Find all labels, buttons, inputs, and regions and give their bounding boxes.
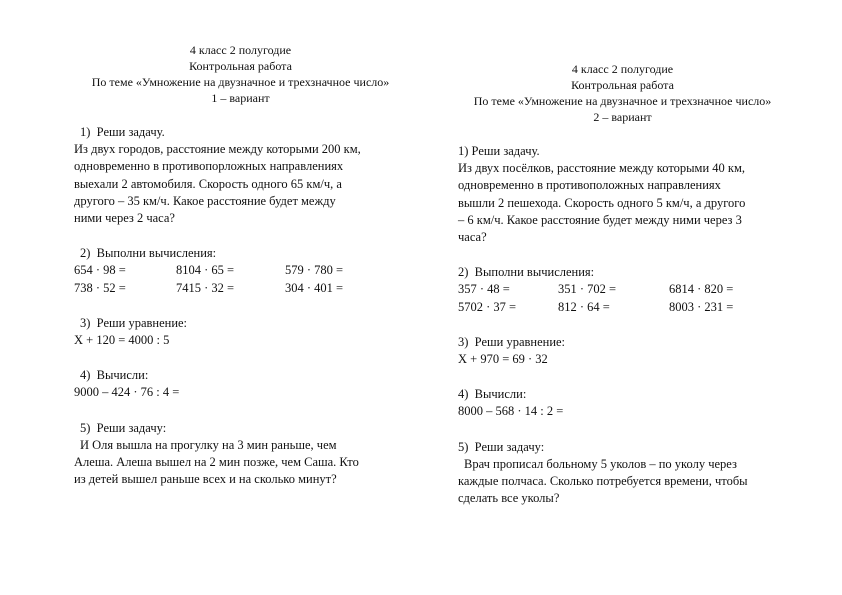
calc-row (74, 280, 414, 297)
test-title: Контрольная работа (189, 59, 292, 73)
expression: 9000 – 424 · 76 : 4 = (74, 385, 180, 400)
equation: X + 970 = 69 · 32 (458, 352, 548, 367)
calc-expression: 357 · 48 = (458, 282, 510, 297)
calc-expression: 8104 · 65 = (176, 263, 235, 278)
test-title: Контрольная работа (571, 78, 674, 92)
topic-line: По теме «Умножение на двузначное и трехзначное число» (473, 94, 772, 108)
task-3-title: 3) Реши уравнение: (458, 334, 566, 349)
calc-expression: 304 · 401 = (285, 280, 344, 295)
task-3 (458, 334, 798, 368)
variant-2-column (440, 0, 820, 525)
task-1-line: вышли 2 пешехода. Скорость одного 5 км/ч, а другого (458, 195, 746, 210)
task-5-line: Алеша. Алеша вышел на 2 мин позже, чем Саша. Кто (74, 455, 359, 470)
task-5-line: Врач прописал больному 5 уколов – по уколу через (464, 456, 737, 471)
task-5-title: 5) Реши задачу: (458, 439, 545, 454)
task-1 (458, 143, 798, 246)
equation: X + 120 = 4000 : 5 (74, 333, 170, 348)
grade-line: 4 класс 2 полугодие (571, 62, 674, 76)
calc-expression: 6814 · 820 = (669, 282, 734, 297)
task-2 (458, 264, 798, 316)
task-4 (74, 367, 414, 401)
variant-label: 1 – вариант (211, 91, 270, 105)
calc-expression: 5702 · 37 = (458, 299, 517, 314)
task-1-line: – 6 км/ч. Какое расстояние будет между ними через 3 (458, 212, 742, 227)
task-1-title: 1) Реши задачу. (458, 144, 540, 158)
task-3-title: 3) Реши уравнение: (80, 315, 188, 330)
task-5-line: из детей вышел раньше всех и на сколько минут? (74, 472, 337, 487)
task-1-line: одновременно в противоположных направлениях (458, 178, 721, 193)
task-1-line: одновременно в противопорложных направлениях (74, 159, 344, 174)
task-1-title: 1) Реши задачу. (80, 125, 165, 139)
topic-line: По теме «Умножение на двузначное и трехзначное число» (91, 75, 390, 89)
variant-2-header (440, 61, 805, 125)
calc-row (458, 281, 798, 298)
task-5-line: сделать все уколы? (458, 491, 560, 506)
task-5-line: И Оля вышла на прогулку на 3 мин раньше, чем (80, 437, 337, 452)
variant-1-header (58, 42, 423, 106)
task-1-line: часа? (458, 230, 487, 245)
task-5-title: 5) Реши задачу: (80, 420, 167, 435)
task-5 (74, 420, 414, 489)
task-4 (458, 386, 798, 420)
variant-2-body (458, 143, 798, 507)
task-1-line: Из двух городов, расстояние между которыми 200 км, (74, 142, 361, 157)
variant-label: 2 – вариант (593, 110, 652, 124)
task-1-line: выехали 2 автомобиля. Скорость одного 65 км/ч, а (74, 176, 342, 191)
task-1-line: другого – 35 км/ч. Какое расстояние будет между (74, 193, 336, 208)
calc-expression: 812 · 64 = (558, 299, 610, 314)
task-1 (74, 124, 414, 227)
calc-row (74, 262, 414, 279)
task-1-line: Из двух посёлков, расстояние между которыми 40 км, (458, 161, 745, 176)
calc-expression: 738 · 52 = (74, 280, 126, 295)
task-3 (74, 315, 414, 349)
variant-1-column (58, 0, 438, 506)
grade-line: 4 класс 2 полугодие (189, 43, 292, 57)
calc-expression: 7415 · 32 = (176, 280, 235, 295)
task-4-title: 4) Вычисли: (80, 368, 149, 383)
task-4-title: 4) Вычисли: (458, 387, 527, 402)
task-2-title: 2) Выполни вычисления: (458, 265, 595, 280)
variant-1-body (74, 124, 414, 488)
calc-expression: 8003 · 231 = (669, 299, 734, 314)
task-5-line: каждые полчаса. Сколько потребуется времени, чтобы (458, 474, 748, 489)
calc-row (458, 299, 798, 316)
task-2-title: 2) Выполни вычисления: (80, 246, 217, 261)
expression: 8000 – 568 · 14 : 2 = (458, 404, 564, 419)
calc-expression: 579 · 780 = (285, 263, 344, 278)
task-1-line: ними через 2 часа? (74, 211, 175, 226)
calc-expression: 654 · 98 = (74, 263, 126, 278)
task-2 (74, 245, 414, 297)
task-5 (458, 439, 798, 508)
calc-expression: 351 · 702 = (558, 282, 617, 297)
